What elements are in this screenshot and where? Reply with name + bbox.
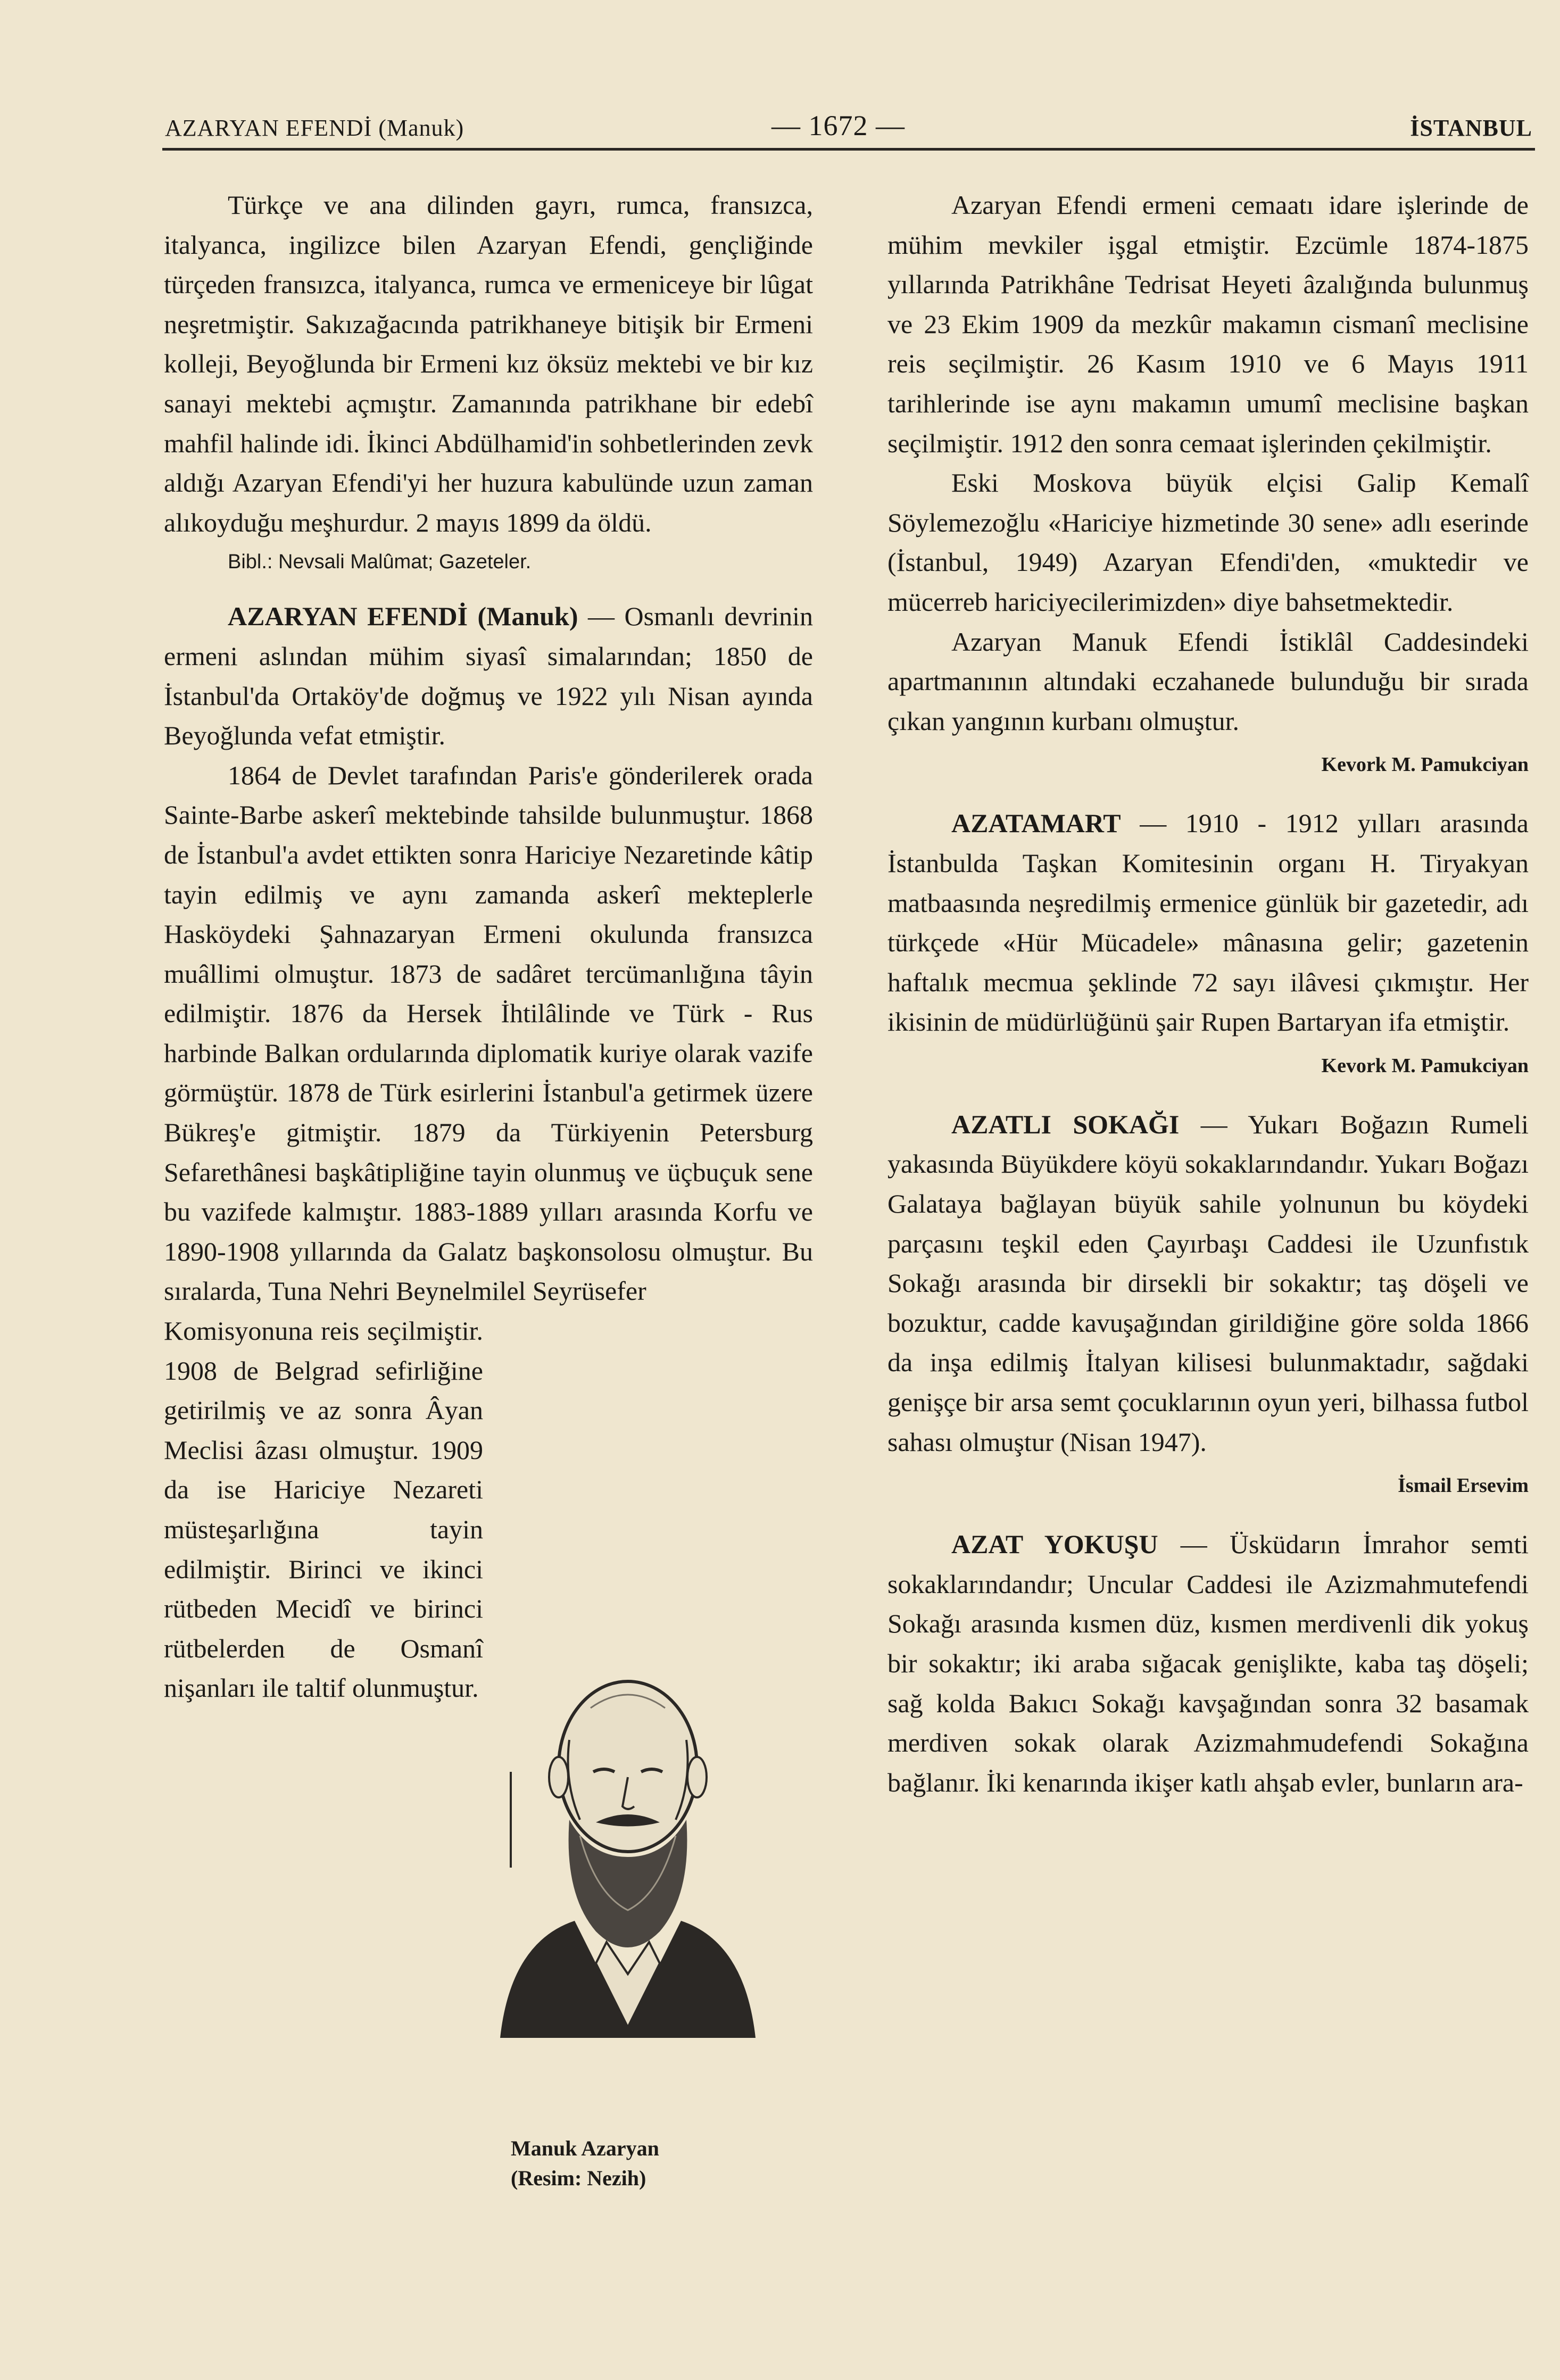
right-column [887, 185, 1529, 1802]
running-head-entry: AZARYAN EFENDİ (Manuk) [165, 115, 464, 141]
portrait-drawing [489, 1644, 766, 2049]
page-header [165, 109, 1532, 141]
signature-1: Kevork M. Pamukciyan [1321, 753, 1529, 776]
azat-text: — Üsküdarın İmrahor semti sokaklarındandır; Uncular Caddesi ile Azizmahmutefendi Sokağı arasında kısmen düz, kısmen merdivenli dik yokuş bir sokaktır; iki araba sığacak genişlikte, kaba taş döşeli; sağ kolda Bakıcı Sokağı kavşağından sonra 32 basamak merdiven sokak olarak Azizmahmudefendi Sokağına bağlanır. İki kenarında ikişer katlı ahşab evler, bunların ara- [887, 1529, 1529, 1797]
entry-body: 1864 de Devlet tarafından Paris'e gönderilerek orada Sainte-Barbe askerî mektebinde tahsilde bulunmuştur. 1868 de İstanbul'a avdet ettikten sonra Hariciye Nezaretinde kâtip tayin edilmiş ve aynı zamanda askerî mekteplerle Hasköydeki Şahnazaryan Ermeni okulunda fransızca muâllimi olmuştur. 1873 de sadâret tercümanlığına tâyin edilmiştir. 1876 da Hersek İhtilâlinde ve Türk - Rus harbinde Balkan ordularında diplomatik kuriye olarak vazife görmüştür. 1878 de Türk esirlerini İstanbul'a getirmek üzere Bükreş'e gitmiştir. 1879 da Türkiyenin Petersburg Sefarethânesi başkâtipliğine tayin olunmuş ve üçbuçuk sene bu vazifede kalmıştır. 1883-1889 yılları arasında Korfu ve 1890-1908 yıllarında da Galatz başkonsolosu olmuştur. Bu sıralarda, Tuna Nehri Beynelmilel Seyrüsefer [164, 760, 813, 1306]
right-paragraph-1: Azaryan Efendi ermeni cemaatı idare işlerinde de mühim mevkiler işgal etmiştir. Ezcümle 1874-1875 yıllarında Patrikhâne Tedrisat Heyeti âzalığında bulunmuş ve 23 Ekim 1909 da mezkûr makamın cismanî meclisine reis seçilmiştir. 26 Kasım 1910 ve 6 Mayıs 1911 tarihlerinde ise aynı makamın umumî meclisine başkan seçilmiştir. 1912 den sonra cemaat işlerinden çekilmiştir. [887, 190, 1529, 458]
portrait-caption-credit: (Resim: Nezih) [511, 2166, 646, 2190]
azatli-heading: AZATLI SOKAĞI [951, 1109, 1180, 1139]
entry-azatamart [887, 803, 1529, 1042]
entry-body-float-wrap [164, 1311, 483, 1708]
azat-heading: AZAT YOKUŞU [951, 1529, 1158, 1560]
azatli-text: — Yukarı Boğazın Rumeli yakasında Büyükdere köyü sokaklarındandır. Yukarı Boğazı Galataya bağlayan büyük sahile yolnunun bu köydeki parçasını teşkil eden Çayırbaşı Caddesi ile Uzunfıstık Sokağı arasında bir dirsekli bir sokaktır; taş döşeli ve bozuktur, cadde kavuşağından girildiğine göre solda 1866 da inşa edilmiş İtalyan kilisesi bulunmaktadır, sağdaki genişçe bir arsa semt çocuklarının oyun yeri, bilhassa futbol sahası olmuştur (Nisan 1947). [887, 1109, 1529, 1457]
entry-body-float: Komisyonuna reis seçilmiştir. 1908 de Belgrad sefirliğine getirilmiş ve az sonra Âyan Meclisi âzası olmuştur. 1909 da ise Hariciye Nezareti müsteşarlığına tayin edilmiştir. Birinci ve ikinci rütbeden Mecidî ve birinci rütbelerden de Osmanî nişanları ile taltif olunmuştur. [164, 1316, 483, 1703]
signature-3: İsmail Ersevim [1398, 1474, 1529, 1497]
portrait-caption-name: Manuk Azaryan [511, 2136, 659, 2160]
page-number: — 1672 — [771, 110, 905, 142]
header-rule [162, 148, 1535, 151]
bibliography: Bibl.: Nevsali Malûmat; Gazeteler. [228, 551, 532, 574]
portrait-caption [511, 2134, 756, 2193]
right-paragraph-2: Eski Moskova büyük elçisi Galip Kemalî Söylemezoğlu «Hariciye hizmetinde 30 sene» adlı eserinde (İstanbul, 1949) Azaryan Efendi'den, «muktedir ve mücerreb hariciyecilerimizden» diye bahsetmektedir. [887, 468, 1529, 617]
intro-paragraph: Türkçe ve ana dilinden gayrı, rumca, fransızca, italyanca, ingilizce bilen Azaryan Efendi, gençliğinde türçeden fransızca, italyanca, rumca ve ermeniceye bir lûgat neşretmiştir. Sakızağacında patrikhaneye bitişik bir Ermeni kolleji, Beyoğlunda bir Ermeni kız öksüz mektebi ve bir kız sanayi mektebi açmıştır. Zamanında patrikhane bir edebî mahfil halinde idi. İkinci Abdülhamid'in sohbetlerinden zevk aldığı Azaryan Efendi'yi her huzura kabulünde uzun zaman alıkoyduğu meşhurdur. 2 mayıs 1899 da öldü. [164, 190, 813, 537]
entry-intro: — Osmanlı devrinin ermeni aslından mühim siyasî simalarından; 1850 de İstanbul'da Ortaköy'de doğmuş ve 1922 yılı Nisan ayında Beyoğlunda vefat etmiştir. [164, 601, 814, 751]
entry-azatli-sokagi [887, 1105, 1529, 1462]
entry-azat-yokusu [887, 1524, 1529, 1802]
entry-heading: AZARYAN EFENDİ (Manuk) [228, 601, 578, 632]
running-head-book: İSTANBUL [1410, 115, 1532, 141]
portrait-image [489, 1644, 766, 2134]
entry-azaryan [164, 596, 813, 755]
azatamart-heading: AZATAMART [951, 808, 1121, 839]
right-paragraph-3: Azaryan Manuk Efendi İstiklâl Caddesindeki apartmanının altındaki eczahanede bulunduğu bir sırada çıkan yangının kurbanı olmuştur. [887, 626, 1529, 736]
signature-2: Kevork M. Pamukciyan [1321, 1054, 1529, 1077]
azatamart-text: — 1910 - 1912 yılları arasında İstanbulda Taşkan Komitesinin organı H. Tiryakyan matbaasında neşredilmiş ermenice günlük bir gazetedir, adı türkçede «Hür Mücadele» mânasına gelir; gazetenin haftalık mecmua şeklinde 72 sayı ilâvesi çıkmıştır. Her ikisinin de müdürlüğünü şair Rupen Bartaryan ifa etmiştir. [887, 808, 1529, 1037]
left-column [164, 185, 813, 1708]
